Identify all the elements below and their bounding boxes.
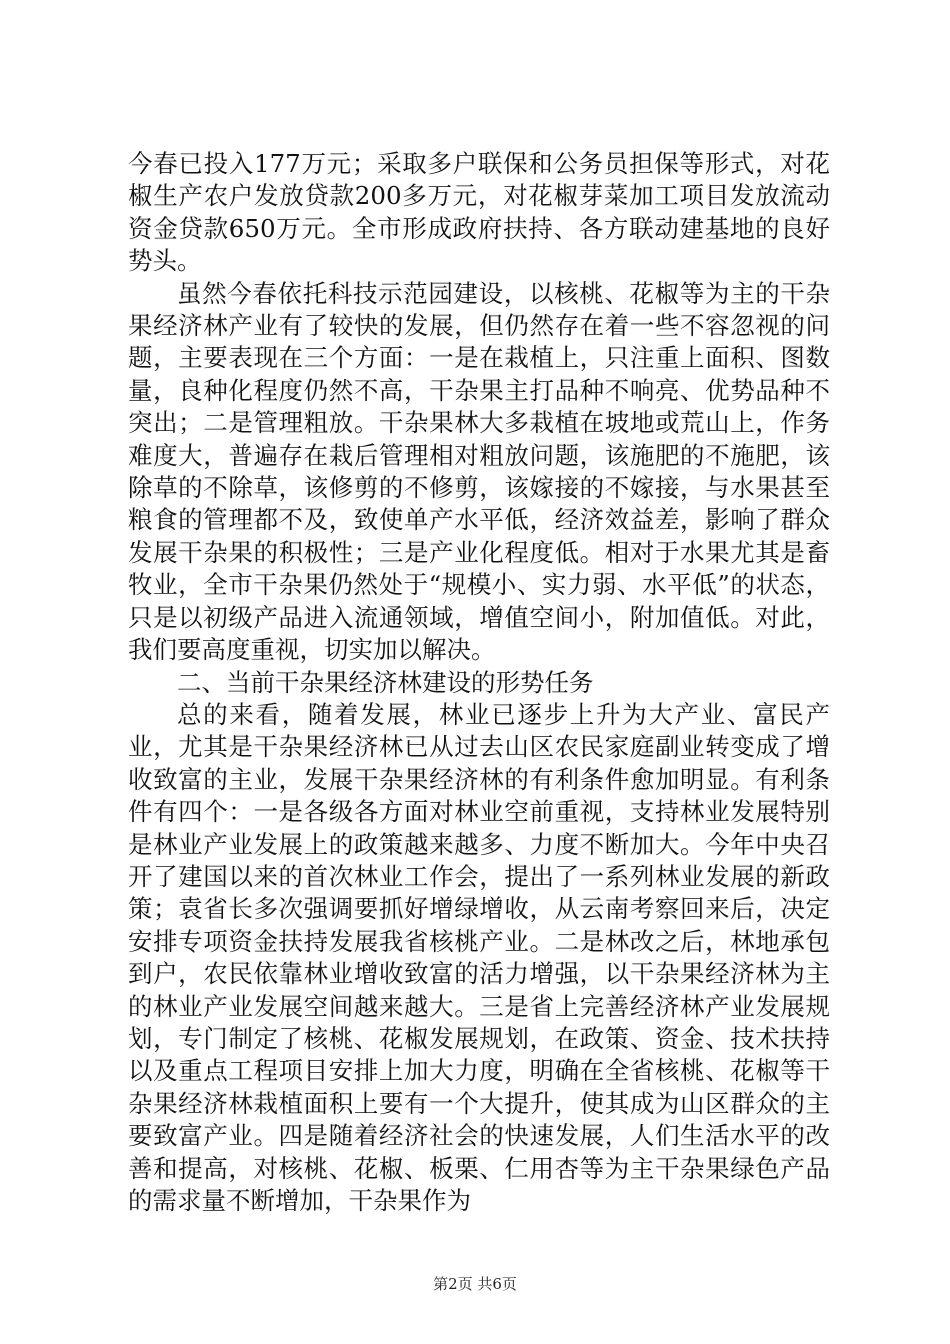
paragraph-situation: 总的来看，随着发展，林业已逐步上升为大产业、富民产业，尤其是干杂果经济林已从过去山区农民家庭副业转变成了增收致富的主业，发展干杂果经济林的有利条件愈加明显。有利条件有四个：一是各级各方面对林业空前重视，支持林业发展特别是林业产业发展上的政策越来越多、力度不断加大。今年中央召开了建国以来的首次林业工作会，提出了一系列林业发展的新政策；袁省长多次强调要抓好增绿增收，从云南考察回来后，决定安排专项资金扶持发展我省核桃产业。二是林改之后，林地承包到户，农民依靠林业增收致富的活力增强，以干杂果经济林为主的林业产业发展空间越来越大。三是省上完善经济林产业发展规划，专门制定了核桃、花椒发展规划，在政策、资金、技术扶持以及重点工程项目安排上加大力度，明确在全省核桃、花椒等干杂果经济林栽植面积上要有一个大提升，使其成为山区群众的主要致富产业。四是随着经济社会的快速发展，人们生活水平的改善和提高，对核桃、花椒、板栗、仁用杏等为主干杂果绿色产品的需求量不断增加，干杂果作为 [128,699,830,1215]
paragraph-problems: 虽然今春依托科技示范园建设，以核桃、花椒等为主的干杂果经济林产业有了较快的发展，但仍然存在着一些不容忽视的问题，主要表现在三个方面：一是在栽植上，只注重上面积、图数量，良种化程度仍然不高，干杂果主打品种不响亮、优势品种不突出；二是管理粗放。干杂果林大多栽植在坡地或荒山上，作务难度大，普遍存在栽后管理相对粗放问题，该施肥的不施肥，该除草的不除草，该修剪的不修剪，该嫁接的不嫁接，与水果甚至粮食的管理都不及，致使单产水平低，经济效益差，影响了群众发展干杂果的积极性；三是产业化程度低。相对于水果尤其是畜牧业，全市干杂果仍然处于“规模小、实力弱、水平低”的状态，只是以初级产品进入流通领域，增值空间小，附加值低。对此，我们要高度重视，切实加以解决。 [128,278,830,665]
section-heading: 二、当前干杂果经济林建设的形势任务 [177,667,594,697]
document-body [128,148,830,1217]
paragraph-continuation: 今春已投入177万元；采取多户联保和公务员担保等形式，对花椒生产农户发放贷款200多万元，对花椒芽菜加工项目发放流动资金贷款650万元。全市形成政府扶持、各方联动建基地的良好势头。 [128,149,830,276]
page-footer: 第2页 共6页 [433,1275,517,1293]
